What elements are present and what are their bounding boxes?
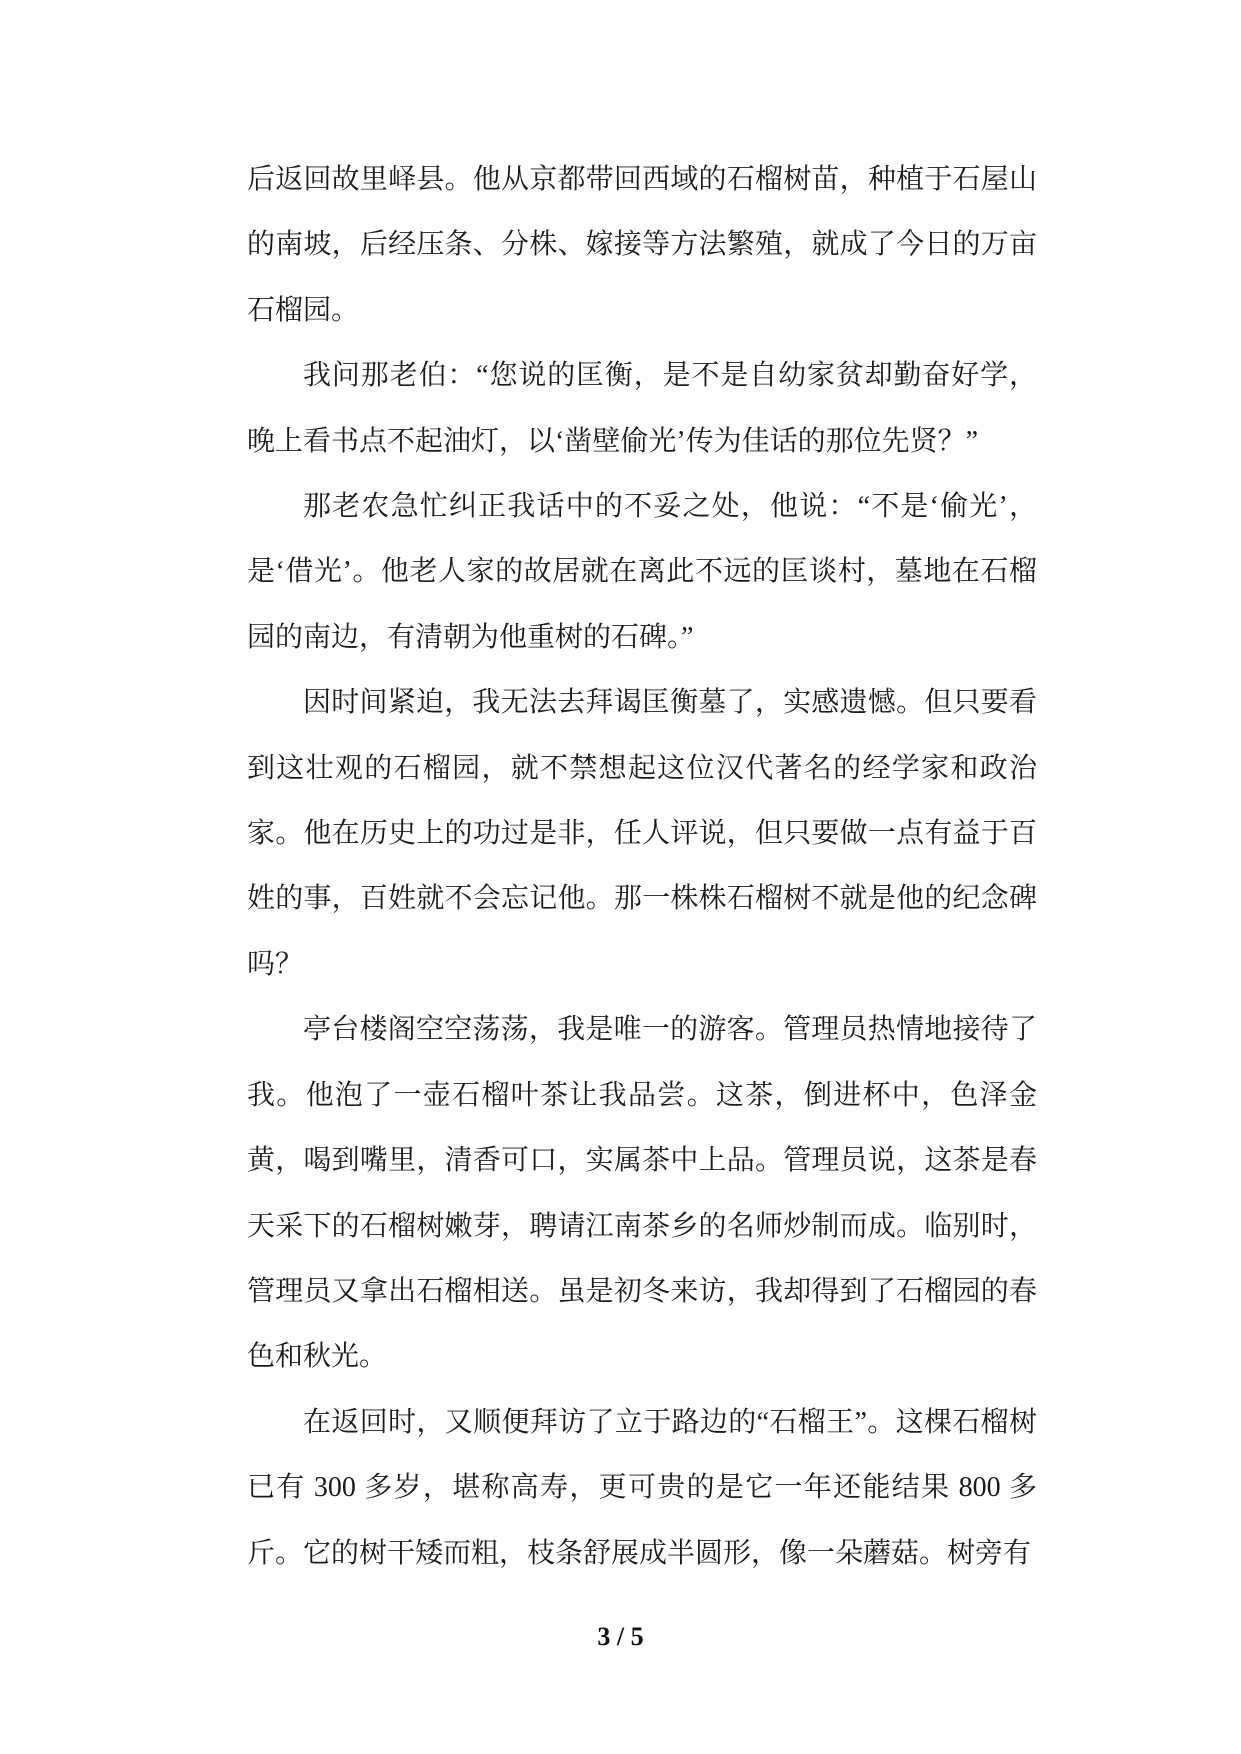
paragraph: 亭台楼阁空空荡荡，我是唯一的游客。管理员热情地接待了我。他泡了一壶石榴叶茶让我品尝。这茶，倒进杯中，色泽金黄，喝到嘴里，清香可口，实属茶中上品。管理员说，这茶是春天采下的石榴树嫩芽，聘请江南茶乡的名师炒制而成。临别时，管理员又拿出石榴相送。虽是初冬来访，我却得到了石榴园的春色和秋光。 [247, 1014, 1037, 1373]
paragraph: 在返回时，又顺便拜访了立于路边的“石榴王”。这棵石榴树已有 300 多岁，堪称高寿，更可贵的是它一年还能结果 800 多斤。它的树干矮而粗，枝条舒展成半圆形，像一朵蘑菇。树旁有 [247, 1406, 1037, 1569]
document-body [247, 147, 1037, 1586]
paragraph: 后返回故里峄县。他从京都带回西域的石榴树苗，种植于石屋山的南坡，后经压条、分株、嫁接等方法繁殖，就成了今日的万亩石榴园。 [247, 164, 1037, 326]
page-number: 3 / 5 [597, 1622, 644, 1651]
paragraph: 我问那老伯：“您说的匡衡，是不是自幼家贫却勤奋好学，晚上看书点不起油灯，以‘凿壁偷光’传为佳话的那位先贤？” [247, 360, 1037, 457]
paragraph: 因时间紧迫，我无法去拜谒匡衡墓了，实感遗憾。但只要看到这壮观的石榴园，就不禁想起这位汉代著名的经学家和政治家。他在历史上的功过是非，任人评说，但只要做一点有益于百姓的事，百姓就不会忘记他。那一株株石榴树不就是他的纪念碑吗？ [247, 687, 1037, 980]
paragraph: 那老农急忙纠正我话中的不妥之处，他说：“不是‘偷光’，是‘借光’。他老人家的故居就在离此不远的匡谈村，墓地在石榴园的南边，有清朝为他重树的石碑。” [247, 491, 1037, 653]
